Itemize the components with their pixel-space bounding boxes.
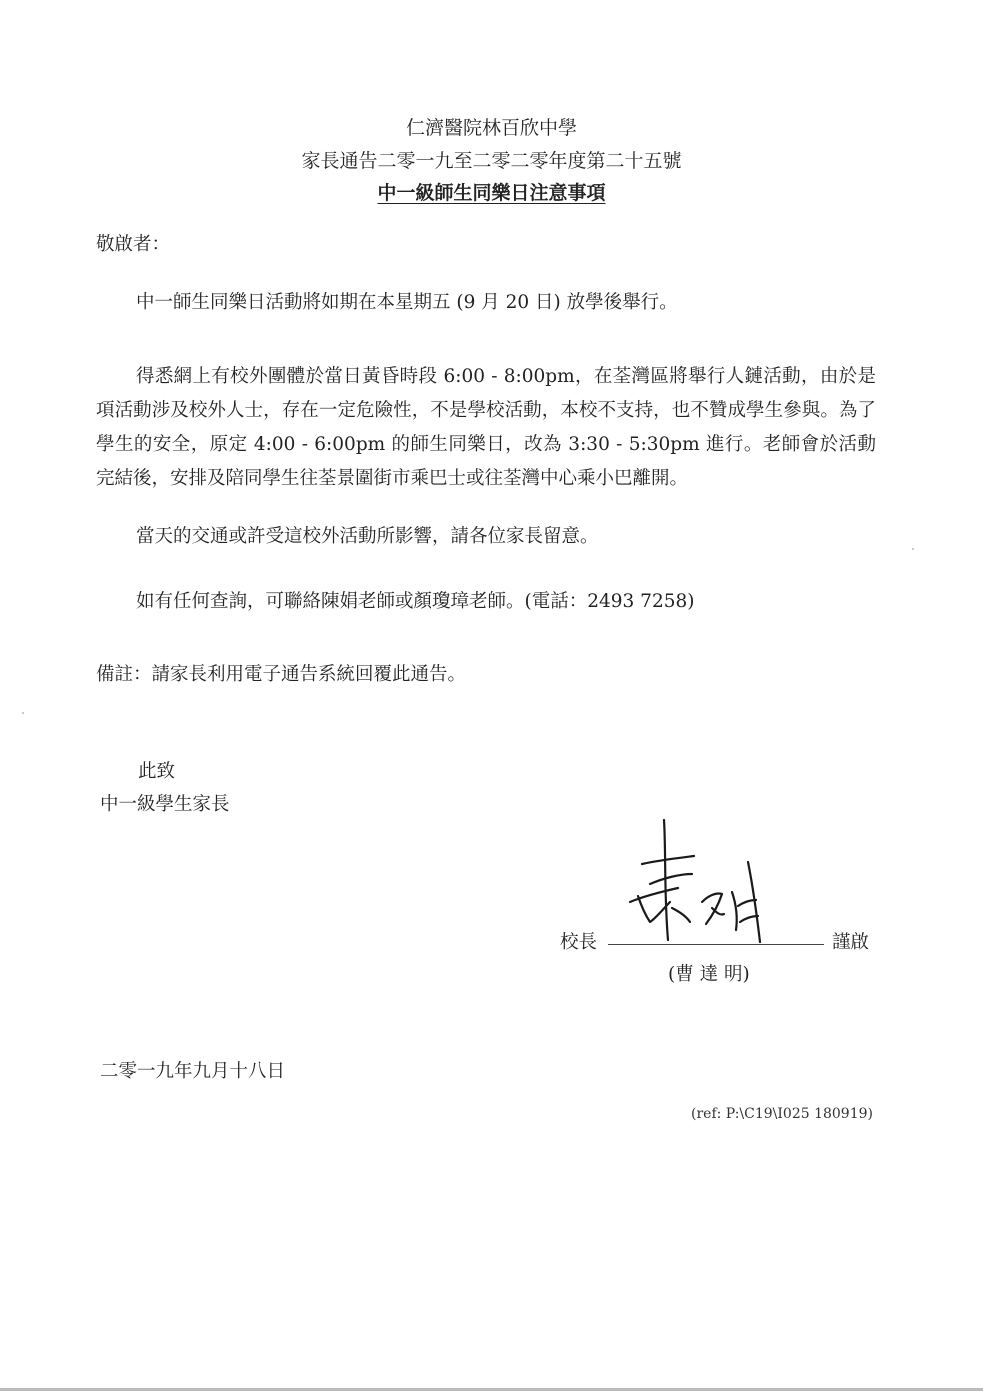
scan-speck <box>22 712 24 714</box>
remark: 備註：請家長利用電子通告系統回覆此通告。 <box>96 664 467 685</box>
notice-title <box>0 178 983 205</box>
paragraph-1: 中一師生同樂日活動將如期在本星期五 (9 月 20 日) 放學後舉行。 <box>136 292 678 313</box>
closing-regards: 此致 <box>138 761 176 782</box>
school-name: 仁濟醫院林百欣中學 <box>405 117 577 139</box>
salutation: 敬啟者： <box>96 234 171 255</box>
notice-title-text: 中一級師生同樂日注意事項 <box>377 182 606 204</box>
signature-respect: 謹啟 <box>832 932 870 953</box>
paragraph-2: 得悉網上有校外團體於當日黃昏時段 6:00 - 8:00pm，在荃灣區將舉行人鏈活動，由於是項活動涉及校外人士，存在一定危險性，不是學校活動，本校不支持，也不贊成學生參與。為了學生的安全，原定 4:00 - 6:00pm 的師生同樂日，改為 3:30 - 5:30pm 進行。老師會於活動完結後，安排及陪同學生往荃景圍街市乘巴士或往荃灣中心乘小巴離開。 <box>96 366 876 489</box>
closing-recipient: 中一級學生家長 <box>100 794 230 815</box>
scan-speck <box>912 548 914 550</box>
signature-role: 校長 <box>560 932 598 953</box>
paragraph-4: 如有任何查詢，可聯絡陳娟老師或顏瓊璋老師。(電話：2493 7258) <box>136 591 695 612</box>
signature-handwriting <box>620 812 780 952</box>
paragraph-3: 當天的交通或許受這校外活動所影響，請各位家長留意。 <box>136 526 599 547</box>
notice-number: 家長通告二零一九至二零二零年度第二十五號 <box>301 150 682 172</box>
principal-name: (曹 達 明) <box>668 964 750 985</box>
notice-date: 二零一九年九月十八日 <box>100 1061 286 1082</box>
reference-code: (ref: P:\C19\I025 180919) <box>691 1106 873 1122</box>
